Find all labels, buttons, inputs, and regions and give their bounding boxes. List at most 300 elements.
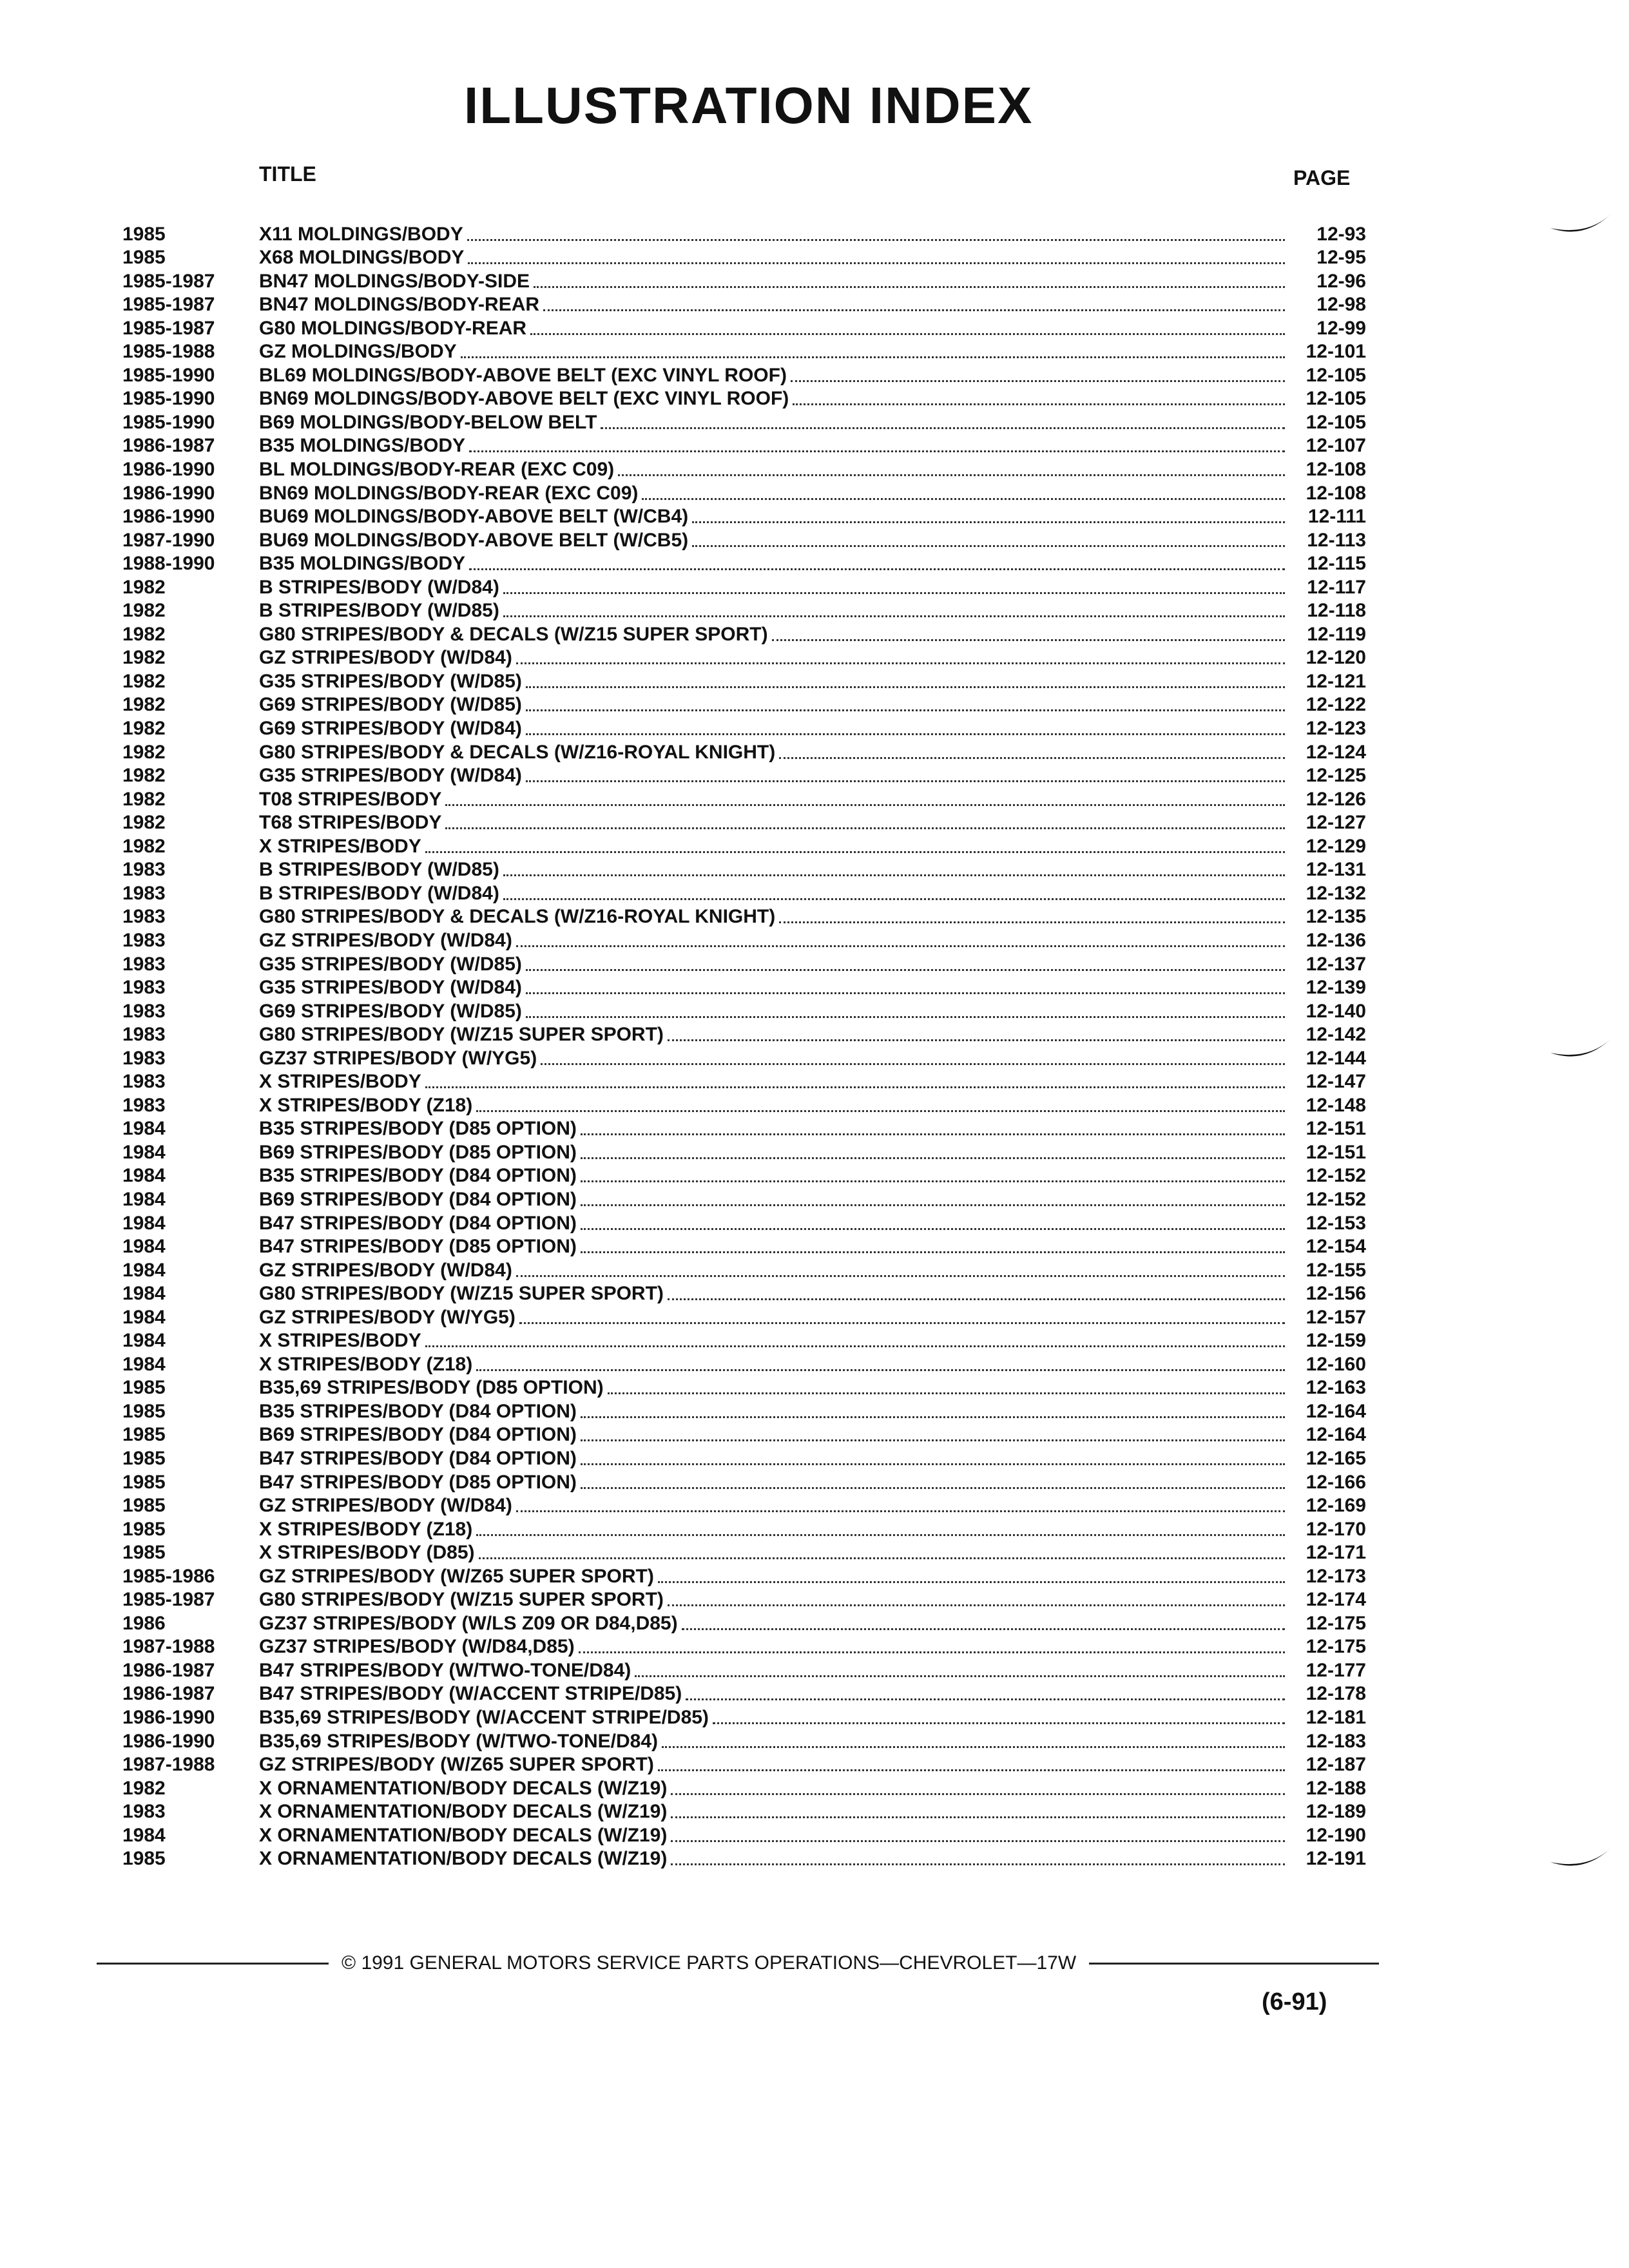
entry-title: B STRIPES/BODY (W/D85) [259,600,499,622]
entry-page: 12-111 [1307,506,1366,528]
entry-page: 12-181 [1306,1707,1366,1728]
entry-title: GZ37 STRIPES/BODY (W/YG5) [259,1047,537,1069]
index-entry [122,244,1366,268]
index-entry [122,1115,1366,1139]
entry-title: G80 STRIPES/BODY & DECALS (W/Z16-ROYAL KNIGHT) [259,741,776,763]
entry-title: G69 STRIPES/BODY (W/D85) [259,694,522,716]
entry-year: 1984 [122,1283,166,1305]
entry-title: B69 STRIPES/BODY (D84 OPTION) [259,1424,577,1446]
index-entry [122,1680,1366,1704]
entry-title: GZ STRIPES/BODY (W/D84) [259,1495,512,1517]
index-entry [122,456,1366,479]
entry-page: 12-147 [1306,1071,1366,1093]
index-entry [122,668,1366,691]
dot-leader [516,662,1285,664]
entry-title: BN69 MOLDINGS/BODY-REAR (EXC C09) [259,482,639,504]
entry-year: 1982 [122,718,166,740]
footer-rule-right [1089,1963,1379,1965]
entry-page: 12-136 [1306,929,1366,951]
index-entry [122,856,1366,880]
revision-code: (6-91) [1262,1988,1327,2015]
dot-leader [671,1840,1285,1842]
index-entry [122,385,1366,409]
entry-title: GZ STRIPES/BODY (W/D84) [259,929,512,951]
entry-year: 1985 [122,1447,166,1469]
dot-leader [543,309,1285,311]
entry-page: 12-175 [1306,1636,1366,1658]
entry-page: 12-105 [1306,411,1366,433]
entry-title: X11 MOLDINGS/BODY [259,223,463,245]
entry-title: X STRIPES/BODY [259,1330,421,1352]
entry-page: 12-163 [1306,1377,1366,1399]
entry-year: 1982 [122,765,166,787]
dot-leader [445,827,1285,829]
index-entry [122,597,1366,621]
entry-page: 12-152 [1306,1188,1366,1210]
entry-year: 1986-1987 [122,1659,215,1681]
index-entry [122,1704,1366,1727]
dot-leader [526,992,1285,994]
dot-leader [682,1628,1285,1630]
dot-leader [671,1792,1285,1795]
entry-page: 12-122 [1306,694,1366,716]
index-entry [122,1398,1366,1421]
entry-title: B47 STRIPES/BODY (D85 OPTION) [259,1471,577,1493]
entry-page: 12-151 [1306,1118,1366,1140]
index-entry [122,1610,1366,1633]
entry-year: 1985 [122,1542,166,1564]
entry-title: X STRIPES/BODY [259,1071,421,1093]
index-entry [122,738,1366,762]
entry-year: 1983 [122,977,166,999]
footer [97,1952,1379,1974]
entry-page: 12-95 [1316,247,1366,269]
entry-year: 1984 [122,1306,166,1328]
dot-leader [503,898,1285,900]
entry-page: 12-99 [1316,317,1366,339]
entry-title: G80 STRIPES/BODY (W/Z15 SUPER SPORT) [259,1589,664,1611]
dot-leader [671,1863,1285,1865]
dot-leader [671,1816,1285,1818]
index-entry [122,1492,1366,1516]
dot-leader [526,709,1285,711]
dot-leader [772,639,1285,641]
index-entry [122,1374,1366,1398]
entry-title: B STRIPES/BODY (W/D85) [259,859,499,881]
dot-leader [503,615,1285,617]
entry-title: G80 STRIPES/BODY (W/Z15 SUPER SPORT) [259,1024,664,1046]
index-entry [122,1845,1366,1869]
index-entry [122,1162,1366,1186]
entry-title: G69 STRIPES/BODY (W/D85) [259,1000,522,1022]
entry-title: B STRIPES/BODY (W/D84) [259,576,499,598]
entry-title: G80 MOLDINGS/BODY-REAR [259,317,527,339]
entry-page: 12-115 [1307,553,1366,575]
entry-year: 1986-1987 [122,1683,215,1705]
entry-page: 12-108 [1306,459,1366,481]
index-entry [122,526,1366,550]
entry-year: 1985 [122,1377,166,1399]
index-entry [122,220,1366,244]
entry-page: 12-190 [1306,1824,1366,1846]
entry-title: B47 STRIPES/BODY (W/ACCENT STRIPE/D85) [259,1683,682,1705]
index-entry [122,809,1366,833]
entry-year: 1984 [122,1188,166,1210]
entry-title: X STRIPES/BODY (Z18) [259,1094,473,1116]
entry-title: B35 MOLDINGS/BODY [259,435,466,457]
dot-leader [526,686,1285,688]
entry-year: 1984 [122,1141,166,1163]
dot-leader [469,450,1285,452]
index-entry [122,1186,1366,1209]
index-entry [122,314,1366,338]
dot-leader [581,1416,1285,1418]
dot-leader [692,544,1285,547]
index-entry [122,338,1366,362]
entry-year: 1984 [122,1236,166,1258]
entry-year: 1985 [122,1848,166,1870]
index-entry [122,1657,1366,1680]
dot-leader [601,427,1285,429]
entry-page: 12-152 [1306,1165,1366,1187]
entry-year: 1985 [122,1471,166,1493]
entry-page: 12-98 [1316,294,1366,316]
entry-title: X ORNAMENTATION/BODY DECALS (W/Z19) [259,1801,668,1823]
entry-title: BL69 MOLDINGS/BODY-ABOVE BELT (EXC VINYL ROOF) [259,364,787,386]
entry-page: 12-132 [1306,882,1366,904]
index-entry [122,1068,1366,1092]
dot-leader [581,1180,1285,1182]
entry-year: 1985 [122,223,166,245]
entry-page: 12-153 [1306,1212,1366,1234]
index-entry [122,291,1366,315]
binder-hole-mark-top [1545,200,1616,251]
dot-leader [692,521,1285,523]
dot-leader [476,1533,1285,1536]
dot-leader [425,1086,1285,1088]
index-entry [122,1327,1366,1351]
entry-page: 12-151 [1306,1141,1366,1163]
dot-leader [526,733,1285,735]
entry-year: 1985 [122,1424,166,1446]
index-entry [122,832,1366,856]
entry-page: 12-187 [1306,1754,1366,1776]
dot-leader [581,1251,1285,1253]
dot-leader [469,568,1285,570]
entry-page: 12-156 [1306,1283,1366,1305]
entry-title: X STRIPES/BODY (Z18) [259,1353,473,1375]
dot-leader [541,1062,1285,1065]
index-entry [122,1350,1366,1374]
dot-leader [608,1392,1285,1394]
index-entry [122,715,1366,738]
entry-title: GZ STRIPES/BODY (W/YG5) [259,1306,516,1328]
entry-page: 12-159 [1306,1330,1366,1352]
entry-page: 12-139 [1306,977,1366,999]
index-entry [122,267,1366,291]
entry-year: 1983 [122,929,166,951]
dot-leader [581,1439,1285,1441]
entry-title: GZ37 STRIPES/BODY (W/LS Z09 OR D84,D85) [259,1612,678,1634]
entry-title: B47 STRIPES/BODY (W/TWO-TONE/D84) [259,1659,631,1681]
index-entry [122,1139,1366,1162]
entry-year: 1985-1987 [122,270,215,292]
entry-page: 12-165 [1306,1447,1366,1469]
entry-year: 1986-1990 [122,1707,215,1728]
entry-page: 12-117 [1307,576,1366,598]
entry-page: 12-123 [1306,718,1366,740]
entry-page: 12-101 [1306,341,1366,363]
entry-title: BL MOLDINGS/BODY-REAR (EXC C09) [259,459,615,481]
entry-title: GZ STRIPES/BODY (W/D84) [259,647,512,669]
dot-leader [503,591,1285,594]
entry-page: 12-154 [1306,1236,1366,1258]
entry-year: 1985 [122,1495,166,1517]
entry-title: G69 STRIPES/BODY (W/D84) [259,718,522,740]
entry-year: 1983 [122,1000,166,1022]
entry-page: 12-118 [1307,600,1366,622]
dot-leader [476,1110,1285,1112]
dot-leader [713,1722,1285,1724]
entry-year: 1985-1990 [122,388,215,410]
page-column-header: PAGE [1293,166,1351,189]
dot-leader [642,497,1285,500]
entry-title: B35,69 STRIPES/BODY (W/ACCENT STRIPE/D85) [259,1707,709,1728]
index-entry [122,550,1366,574]
dot-leader [581,1463,1285,1465]
entry-page: 12-127 [1306,812,1366,834]
entry-page: 12-164 [1306,1424,1366,1446]
index-entry [122,503,1366,527]
entry-page: 12-113 [1307,529,1366,551]
entry-title: T68 STRIPES/BODY [259,812,442,834]
dot-leader [581,1133,1285,1135]
entry-title: GZ MOLDINGS/BODY [259,341,457,363]
dot-leader [526,780,1285,782]
entry-year: 1982 [122,576,166,598]
entry-page: 12-121 [1306,670,1366,692]
entry-year: 1984 [122,1824,166,1846]
entry-page: 12-148 [1306,1094,1366,1116]
entry-title: B47 STRIPES/BODY (D84 OPTION) [259,1447,577,1469]
entry-year: 1987-1990 [122,529,215,551]
entry-year: 1984 [122,1212,166,1234]
binder-hole-mark-bottom [1545,1834,1616,1885]
index-entry [122,573,1366,597]
entry-page: 12-108 [1306,482,1366,504]
entry-page: 12-177 [1306,1659,1366,1681]
entry-year: 1985 [122,1400,166,1422]
entry-page: 12-96 [1316,270,1366,292]
dot-leader [668,1039,1285,1041]
index-entry [122,927,1366,950]
entry-year: 1985-1988 [122,341,215,363]
index-entry [122,903,1366,927]
index-list [122,220,1366,1869]
entry-page: 12-166 [1306,1471,1366,1493]
entry-year: 1985-1990 [122,364,215,386]
dot-leader [618,474,1285,476]
index-entry [122,1303,1366,1327]
index-entry [122,1021,1366,1045]
entry-title: B35 MOLDINGS/BODY [259,553,466,575]
entry-page: 12-140 [1306,1000,1366,1022]
entry-year: 1982 [122,741,166,763]
index-entry [122,1445,1366,1468]
entry-page: 12-169 [1306,1495,1366,1517]
dot-leader [662,1745,1285,1748]
entry-page: 12-120 [1306,647,1366,669]
index-entry [122,479,1366,503]
entry-page: 12-125 [1306,765,1366,787]
index-entry [122,644,1366,668]
entry-title: B69 MOLDINGS/BODY-BELOW BELT [259,411,597,433]
entry-page: 12-144 [1306,1047,1366,1069]
index-entry [122,1515,1366,1539]
entry-year: 1985-1990 [122,411,215,433]
index-entry [122,1586,1366,1610]
dot-leader [503,874,1285,876]
index-entry [122,1562,1366,1586]
entry-page: 12-119 [1307,623,1366,645]
entry-title: B47 STRIPES/BODY (D85 OPTION) [259,1236,577,1258]
entry-year: 1983 [122,1024,166,1046]
entry-year: 1985-1987 [122,317,215,339]
dot-leader [534,285,1285,288]
index-entry [122,1280,1366,1304]
dot-leader [581,1486,1285,1489]
entry-year: 1982 [122,600,166,622]
entry-year: 1982 [122,812,166,834]
page-title: ILLUSTRATION INDEX [464,77,1034,134]
entry-year: 1986-1987 [122,435,215,457]
entry-page: 12-131 [1306,859,1366,881]
entry-title: BN47 MOLDINGS/BODY-SIDE [259,270,530,292]
entry-year: 1982 [122,670,166,692]
entry-page: 12-188 [1306,1777,1366,1799]
title-column-header: TITLE [259,162,316,186]
index-entry [122,1421,1366,1445]
entry-title: G80 STRIPES/BODY & DECALS (W/Z16-ROYAL KNIGHT) [259,906,776,928]
binder-hole-mark-middle [1545,1024,1616,1076]
index-entry [122,361,1366,385]
footer-rule-left [97,1963,329,1965]
entry-page: 12-137 [1306,953,1366,975]
index-entry [122,1209,1366,1233]
entry-year: 1982 [122,623,166,645]
entry-title: GZ37 STRIPES/BODY (W/D84,D85) [259,1636,575,1658]
entry-title: B35 STRIPES/BODY (D85 OPTION) [259,1118,577,1140]
index-entry [122,1633,1366,1657]
entry-title: B35,69 STRIPES/BODY (W/TWO-TONE/D84) [259,1730,658,1752]
entry-title: BN47 MOLDINGS/BODY-REAR [259,294,540,316]
dot-leader [658,1769,1285,1771]
dot-leader [581,1204,1285,1206]
entry-title: X68 MOLDINGS/BODY [259,247,465,269]
dot-leader [581,1157,1285,1159]
entry-year: 1985-1987 [122,1589,215,1611]
dot-leader [779,756,1285,759]
entry-page: 12-174 [1306,1589,1366,1611]
entry-page: 12-183 [1306,1730,1366,1752]
entry-title: B47 STRIPES/BODY (D84 OPTION) [259,1212,577,1234]
entry-title: B STRIPES/BODY (W/D84) [259,882,499,904]
entry-page: 12-189 [1306,1801,1366,1823]
entry-year: 1984 [122,1330,166,1352]
entry-title: G35 STRIPES/BODY (W/D85) [259,953,522,975]
index-entry [122,762,1366,786]
index-entry [122,1539,1366,1563]
entry-year: 1983 [122,906,166,928]
entry-year: 1986-1990 [122,1730,215,1752]
entry-title: X ORNAMENTATION/BODY DECALS (W/Z19) [259,1848,668,1870]
entry-year: 1986-1990 [122,506,215,528]
index-entry [122,1727,1366,1751]
entry-page: 12-173 [1306,1565,1366,1587]
dot-leader [425,1345,1285,1347]
index-entry [122,1821,1366,1845]
index-entry [122,974,1366,998]
entry-year: 1983 [122,859,166,881]
entry-title: GZ STRIPES/BODY (W/D84) [259,1259,512,1281]
dot-leader [467,238,1285,241]
entry-year: 1983 [122,1047,166,1069]
index-entry [122,785,1366,809]
entry-page: 12-175 [1306,1612,1366,1634]
entry-title: G35 STRIPES/BODY (W/D84) [259,977,522,999]
index-entry [122,950,1366,974]
entry-title: X STRIPES/BODY [259,835,421,857]
entry-year: 1984 [122,1353,166,1375]
index-entry [122,1751,1366,1775]
dot-leader [686,1698,1285,1700]
entry-page: 12-157 [1306,1306,1366,1328]
index-entry [122,620,1366,644]
dot-leader [579,1651,1285,1653]
entry-title: GZ STRIPES/BODY (W/Z65 SUPER SPORT) [259,1754,654,1776]
entry-year: 1984 [122,1165,166,1187]
entry-year: 1982 [122,788,166,810]
index-entry [122,1798,1366,1822]
index-entry [122,1468,1366,1492]
index-entry [122,1256,1366,1280]
entry-title: BU69 MOLDINGS/BODY-ABOVE BELT (W/CB5) [259,529,689,551]
entry-title: GZ STRIPES/BODY (W/Z65 SUPER SPORT) [259,1565,654,1587]
index-entry [122,1774,1366,1798]
index-entry [122,879,1366,903]
dot-leader [581,1227,1285,1230]
entry-year: 1983 [122,882,166,904]
dot-leader [668,1604,1285,1606]
entry-title: X ORNAMENTATION/BODY DECALS (W/Z19) [259,1824,668,1846]
entry-page: 12-142 [1306,1024,1366,1046]
entry-year: 1984 [122,1118,166,1140]
entry-year: 1987-1988 [122,1636,215,1658]
entry-title: B69 STRIPES/BODY (D85 OPTION) [259,1141,577,1163]
copyright-text: © 1991 GENERAL MOTORS SERVICE PARTS OPERATIONS—CHEVROLET—17W [342,1952,1077,1974]
entry-title: B35 STRIPES/BODY (D84 OPTION) [259,1400,577,1422]
entry-page: 12-160 [1306,1353,1366,1375]
entry-page: 12-135 [1306,906,1366,928]
index-entry [122,997,1366,1021]
entry-page: 12-164 [1306,1400,1366,1422]
entry-title: G80 STRIPES/BODY & DECALS (W/Z15 SUPER SPORT) [259,623,768,645]
entry-year: 1982 [122,835,166,857]
index-entry [122,432,1366,456]
entry-title: G80 STRIPES/BODY (W/Z15 SUPER SPORT) [259,1283,664,1305]
entry-page: 12-124 [1306,741,1366,763]
entry-year: 1983 [122,953,166,975]
